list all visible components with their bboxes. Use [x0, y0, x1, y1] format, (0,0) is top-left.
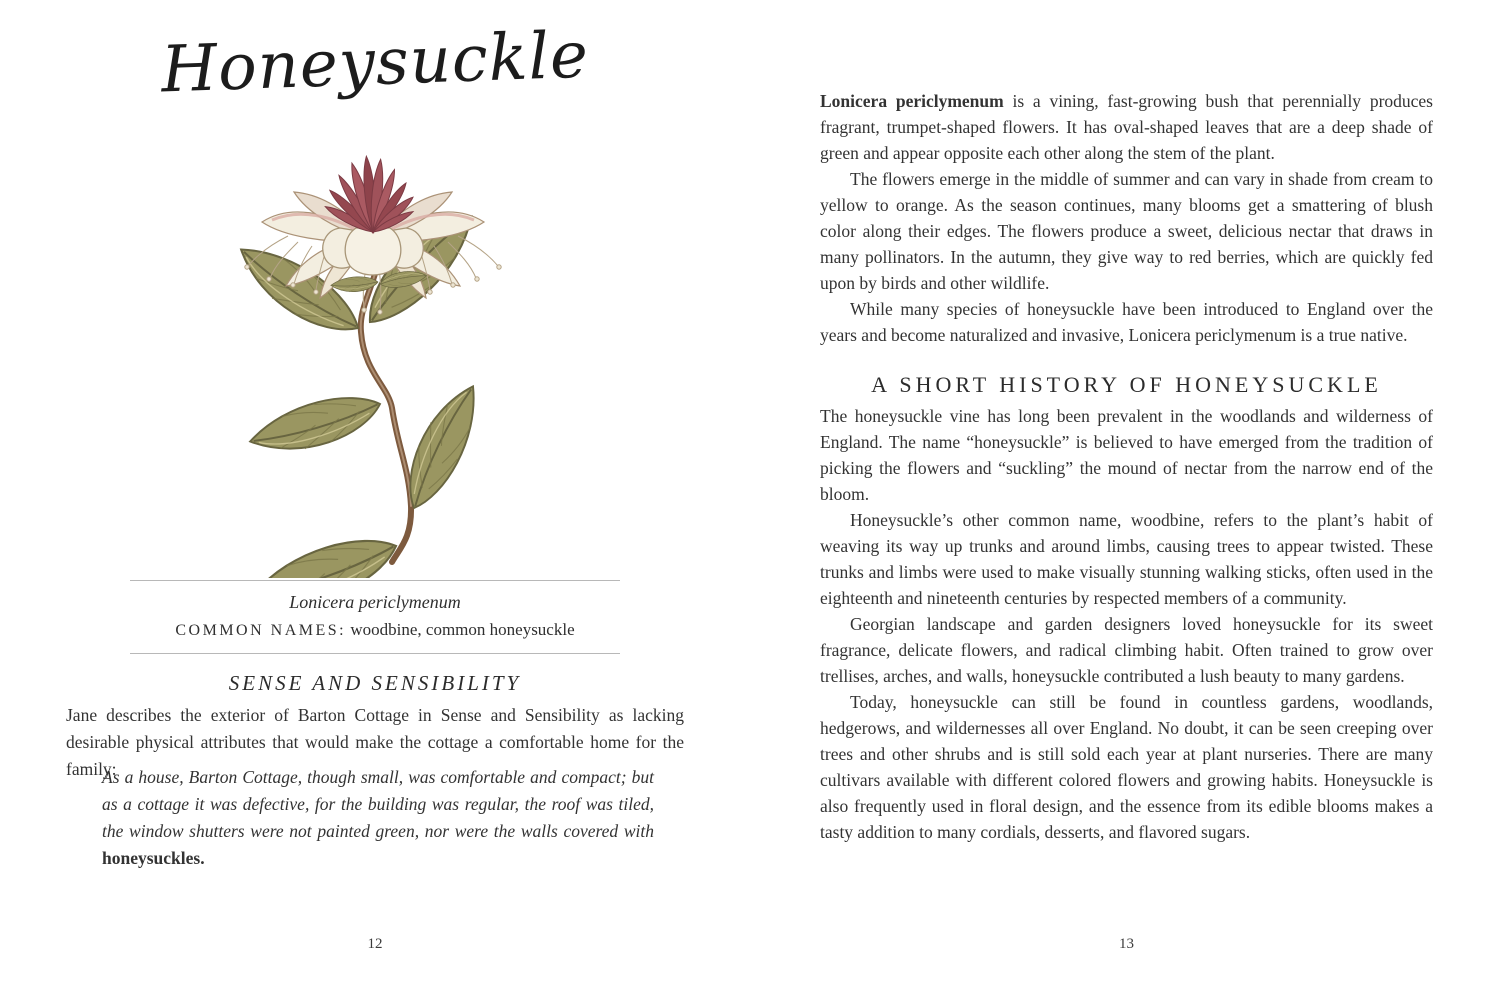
leaf-middle-right — [388, 377, 497, 514]
page-number-left: 12 — [367, 936, 383, 952]
quote-bold-word: honeysuckles — [102, 848, 201, 868]
paragraph-3: While many species of honeysuckle have been introduced to England over the years and become naturalized and invasive, Lonicera periclymenum is a true native. — [820, 299, 1433, 345]
caption-box — [130, 580, 620, 654]
paragraph-6: Georgian landscape and garden designers loved honeysuckle for its sweet fragrance, delicate flowers, and radical climbing habit. Often trained to grow over trellises, arches, and walls, honeysuckle contributed a lush beauty to many gardens. — [820, 614, 1433, 686]
caption-latin-name: Lonicera periclymenum — [289, 592, 461, 612]
paragraph-4: The honeysuckle vine has long been prevalent in the woodlands and wilderness of England. The name “honeysuckle” is believed to have emerged from the tradition of picking the flowers and “suckling” the mound of nectar from the narrow end of the bloom. — [820, 406, 1433, 504]
paragraph-2: The flowers emerge in the middle of summer and can vary in shade from cream to yellow to orange. As the season continues, many blooms get a smattering of blush color along their edges. The flowers produce a sweet, delicious nectar that draws in many pollinators. In the autumn, they give way to red berries, which are quickly fed upon by birds and other wildlife. — [820, 169, 1433, 293]
section-heading-short-history: A SHORT HISTORY OF HONEYSUCKLE — [871, 372, 1382, 397]
caption-common-value: woodbine, common honeysuckle — [346, 620, 575, 639]
quote-end: . — [200, 848, 205, 868]
paragraph-7: Today, honeysuckle can still be found in countless gardens, woodlands, hedgerows, and wildernesses all over England. No doubt, it can be seen creeping over trees and other shrubs and is still sold each year at plant nurseries. There are many cultivars available with different colored flowers and growing habits. Honeysuckle is also frequently used in floral design, and the essence from its edible blooms makes a tasty addition to many cordials, desserts, and flavored sugars. — [820, 692, 1433, 842]
paragraph-1-rest: is a vining, fast-growing bush that perennially produces fragrant, trumpet-shaped flowers. It has oval-shaped leaves that are a deep shade of green and appear opposite each other along the stem of the plant. — [820, 91, 1433, 163]
caption-common-names — [130, 620, 620, 640]
chapter-title: Honeysuckle — [160, 18, 590, 108]
paragraph-1-lead: Lonicera periclymenum — [820, 91, 1004, 111]
honeysuckle-botanical-illustration — [228, 146, 552, 578]
quote-block — [102, 764, 654, 872]
leaf-lower-left — [245, 532, 404, 578]
caption-common-label: COMMON NAMES: — [175, 622, 347, 639]
section-heading-sense-and-sensibility: SENSE AND SENSIBILITY — [228, 671, 522, 695]
paragraph-1 — [820, 88, 1433, 166]
leaf-middle-left — [245, 391, 385, 458]
right-text-column — [820, 88, 1433, 845]
paragraph-5: Honeysuckle’s other common name, woodbine, refers to the plant’s habit of weaving its way up trunks and around limbs, causing trees to appear twisted. These trunks and limbs were used to make visually stunning walking sticks, often used in the eighteenth and nineteenth centuries by respected members of a community. — [820, 510, 1433, 608]
intro-paragraph: Jane describes the exterior of Barton Cottage in Sense and Sensibility as lacking desirable physical attributes that would make the cottage a comfortable home for the family: — [66, 705, 684, 779]
quote-text: As a house, Barton Cottage, though small, was comfortable and compact; but as a cottage it was defective, for the building was regular, the roof was tiled, the window shutters were not painted green, nor were the walls covered with — [102, 767, 654, 841]
page-number-right: 13 — [1119, 936, 1134, 952]
